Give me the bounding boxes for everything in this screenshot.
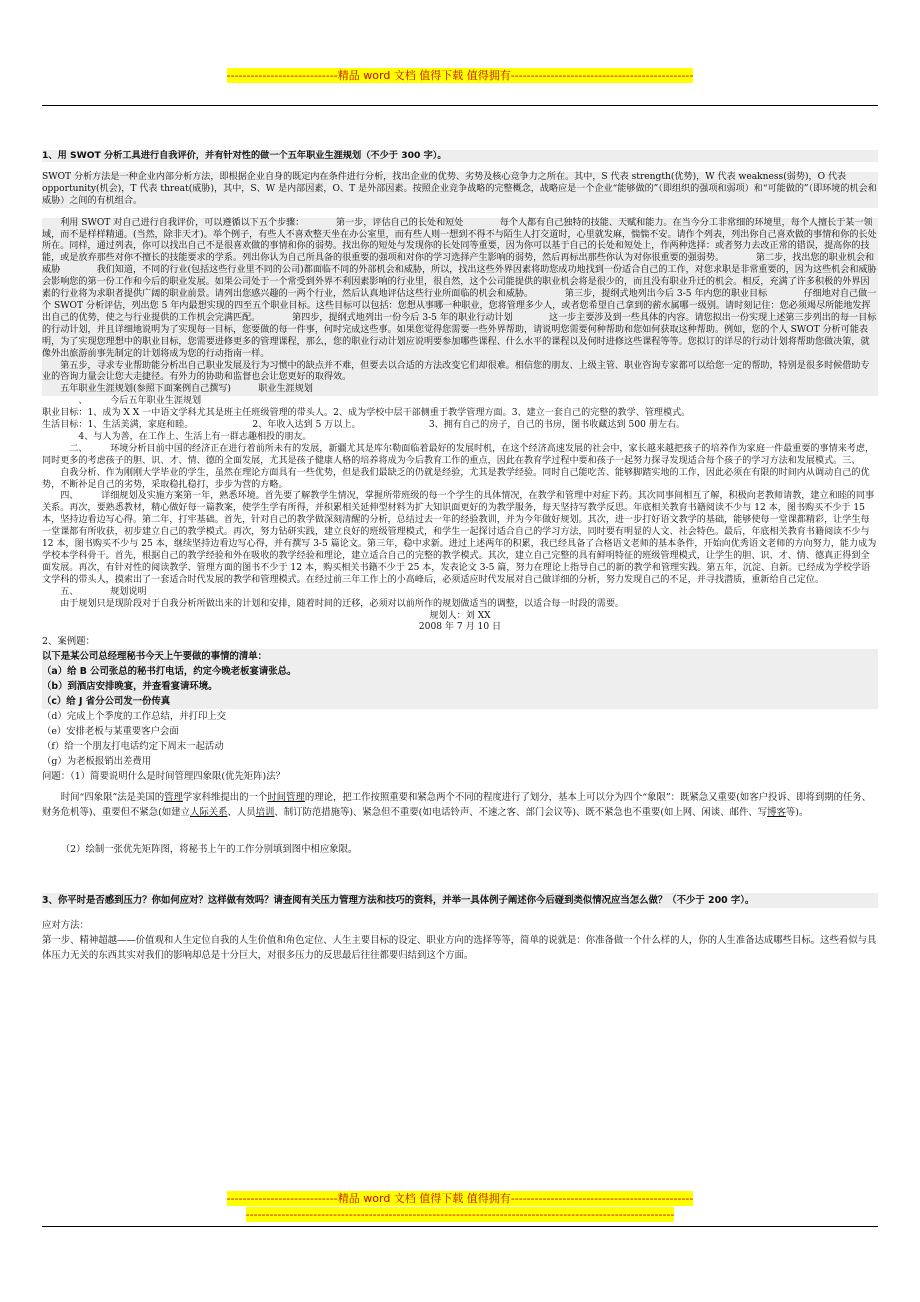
q2-item-b: （b）到酒店安排晚宴，并查看宴请环境。: [42, 679, 878, 694]
document-body: [42, 150, 878, 963]
plan-title: 五年职业生涯规划(参照下面案例自己撰写) 职业生涯规划: [42, 384, 878, 396]
top-banner: ----------------------------精品 word 文档 值得下载 值得拥有----------------------------------------------: [226, 69, 694, 82]
link-training[interactable]: 培训: [255, 807, 275, 819]
swot-intro: SWOT 分析方法是一种企业内部分析方法，即根据企业自身的既定内在条件进行分析，找出企业的优势、劣势及核心竞争力之所在。其中，S 代表 strength(优势)，W 代表 weakness(弱势)，O 代表 opportunity(机会)，T 代表 threat(威胁)，其中，S、W 是内部因素，O、T 是外部因素。按照企业竞争战略的完整概念，战略应是一个企业“能够做的”（即组织的强项和弱项）和“可能做的”（即环境的机会和威胁）之间的有机组合。: [42, 171, 877, 206]
footer-rule: [42, 1226, 878, 1227]
q2-question-2: （2）绘制一张优先矩阵图，将秘书上午的工作分别填到图中相应象限。: [60, 844, 358, 856]
q1-heading: 1、用 SWOT 分析工具进行自我评价，并有针对性的做一个五年职业生涯规划（不少于 300 字）。: [42, 150, 878, 162]
q3-method-label: 应对方法：: [42, 920, 89, 932]
q3-heading: 3、你平时是否感到压力？你如何应对？这样做有效吗？请查阅有关压力管理方法和技巧的资料，并举一具体例子阐述你今后碰到类似情况应当怎么做？（不少于 200 字）。: [42, 893, 878, 908]
goal-four: 4、与人为善，在工作上、生活上有一群志趣相投的朋友。: [42, 431, 312, 442]
q2-heading: 2、案例题：: [42, 636, 95, 648]
q2-item-c: （c）给 J 省分公司发一份传真: [42, 694, 878, 709]
q2-item-f: （f）给一个朋友打电话约定下周末一起活动: [42, 741, 224, 753]
bottom-banner: ----------------------------精品 word 文档 值得下载 值得拥有----------------------------------------------: [226, 1192, 694, 1205]
env-analysis: 二、 环境分析目前中国的经济正在进行着前所未有的发展，新疆尤其是库尔勒面临着最好的发展时机，在这个经济高速发展的社会中，家长越来越把孩子的培养作为家庭一件最重要的事情来考虑，同时更多的考虑孩子的胆、识、才、情、德的全面发展，尤其是孩子健康人格的培养将成为今后教育工作的重点，因此在教育学过程中要和孩子一起努力探寻发现适合每个孩子的学习方法和发展模式。三、: [42, 443, 875, 466]
link-time-management[interactable]: 时间管理: [267, 792, 305, 804]
q2-item-g: （g）为老板报销出差费用: [42, 756, 152, 768]
q2-item-a: （a）给 B 公司张总的秘书打电话，约定今晚老板宴请张总。: [42, 664, 878, 679]
swot-step5: 第五步，寻求专业帮助能分析出自己职业发展及行为习惯中的缺点并不难，但要去以合适的方法改变它们却很难。相信您的朋友、上级主管、职业咨询专家都可以给您一定的帮助，特别是很多时候借助专业的咨询力量会让您大走捷径。有外力的协助和监督也会让您更好的取得效。: [42, 361, 878, 385]
detailed-plan: 四、 详细规划及实施方案第一年，熟悉环境。首先要了解教学生情况，掌握所带班级的每一个学生的具体情况，在教学和管理中对症下药。其次同事间相互了解，积极向老教师请教，建立和睦的同事关系。再次，要熟悉教材，精心做好每一篇教案，使学生学有所得，并积累相关延伸型材料为扩大知识面更好的为教学服务，每天坚持写教学反思。年底相关教育书籍阅读不少与 12 本，图书购买不少于 15 本，坚持边看边写心得。第二年，打牢基础。首先，针对自己的教学做深刻清醒的分析，总结过去一年的经验教训，并为今年做好规划。其次，进一步打好语文教学的基础，能够使每一堂课都精彩，让学生每一堂课都有所收获，初步建立自己的教学模式。再次，努力钻研实践，建立良好的班级管理模式，和学生一起探讨适合自己的学习方法，同时要有明显的人文、社会特色。最后，年底相关教育书籍阅读不少与 12 本，图书购买不少与 25 本，继续坚持边看边写心得，并有撰写 3-5 篇论文。第三年，稳中求新。进过上述两年的积累，我已经具备了合格语文老师的基本条件，开始向优秀语文老师的方向努力，能力成为学校本学科骨干。首先，根据自己的教学经验和外在吸收的教学经验和理论，建立适合自己的完整的教学模式。其次，建立自己完整的具有鲜明特征的班级管理模式，让学生的胆、识、才、情、德真正得到全面发展。再次，有针对性的阅读教学、管理方面的图书不少于 12 本，购买相关书籍不少于 25 本，发表论文 3-5 篇，努力在理论上指导自己的新的教学和管理实践。第五年，沉淀、自新。已经成为学校学语文学科的带头人，摸索出了一套适合时代发展的教学和管理模式。在经过前三年工作上的小高峰后，必须适应时代发展对自己做详细的分析，努力发现自己的不足，并寻找潜质，重新给自己定位。: [42, 491, 877, 585]
q2-question-1: 问题：（1）简要说明什么是时间管理四象限(优先矩阵)法？: [42, 771, 285, 783]
q2-item-e: （e）安排老板与某重要客户会面: [42, 726, 179, 738]
header-rule: [42, 105, 878, 106]
plan-date: 2008 年 7 月 10 日: [418, 622, 502, 633]
q2-intro: 以下是某公司总经理秘书今天上午要做的事情的清单：: [42, 649, 878, 664]
swot-steps: 利用 SWOT 对自己进行自我评价，可以遵循以下五个步骤： 第一步，评估自己的长处和短处 每个人都有自己独特的技能、天赋和能力。在当今分工非常细的环境里，每个人擅长于某一领域，而不是样样精通。(当然，除非天才)。举个例子，有些人不喜欢整天坐在办公室里，而有些人则一想到不得不与陌生人打交道时，心里就发麻，惴惴不安。请作个列表，列出你自己喜欢做的事情和你的长处所在。同样，通过列表，你可以找出自己不是很喜欢做的事情和你的弱势。找出你的短处与发现你的长处同等重要，因为你可以基于自己的长处和短处上，作两种选择：或者努力去改正常的错误，提高你的技能，或是放弃那些对你不擅长的技能要求的学系。列出你认为自己所具备的很重要的强项和对你的学习选择产生影响的弱势，然后再标出那些你认为对你很重要的强弱势。 第二步，找出您的职业机会和威胁 我们知道，不同的行业(包括这些行业里不同的公司)都面临不同的外部机会和威胁，所以，找出这些外界因素将助您成功地找到一份适合自己的工作，对您求职是非常重要的，因为这些机会和威胁会影响您的第一份工作和今后的职业发展。如果公司处于一个常受到外界不利因素影响的行业里，很自然，这个公司能提供的职业机会将是很少的，而且没有职业升迁的机会。相反，充满了许多积极的外界因素的行业将为求职者提供广阔的职业前景。请列出您感兴趣的一两个行业，然后认真地评估这些行业所面临的机会和威胁。 第三步，提纲式地列出今后 3-5 年内您的职业目标 仔细地对自己做一个 SWOT 分析评估，列出您 5 年内最想实现的四至五个职业目标。这些目标可以包括：您想从事哪一种职业，您将管理多少人，或者您希望自己拿到的薪水属哪一级别。请时刻记住：您必须竭尽所能地发挥出自己的优势，使之与行业提供的工作机会完满匹配。 第四步，提纲式地列出一份今后 3-5 年的职业行动计划 这一步主要涉及到一些具体的内容。请您拟出一份实现上述第三步列出的每一目标的行动计划，并且详细地说明为了实现每一目标，您要做的每一件事，何时完成这些事。如果您觉得您需要一些外界帮助，请说明您需要何种帮助和您如何获取这种帮助。例如，您的个人 SWOT 分析可能表明，为了实现您理想中的职业目标，您需要进修更多的管理课程，那么，您的职业行动计划应说明要参加哪些课程、什么水平的课程以及何时进修这些课程等等。您拟订的详尽的行动计划将帮助您做决策，就像外出旅游前事先制定的计划将成为您的行动指南一样。: [42, 217, 877, 359]
link-interpersonal[interactable]: 人际关系: [189, 807, 228, 819]
life-goals: 生活目标：1、生活美满，家庭和睦。 2、年收入达到 5 万以上。 3、拥有自己的房子，自己的书房，图书收藏达到 500 册左右。: [42, 420, 686, 431]
q3-step-1: 第一步、精神超越——价值观和人生定位自我的人生价值和角色定位、人生主要目标的设定、职业方向的选择等等，简单的说就是：你准备做一个什么样的人，你的人生准备达成哪些目标。这些看似与具体压力无关的东西其实对我们的影响却总是十分巨大，对很多压力的反思最后往往都要归结到这个方面。: [42, 935, 877, 962]
plan-subtitle: 、 今后五年职业生涯规划: [42, 396, 202, 407]
career-goals: 职业目标：1、成为 X X 一中语文学科尤其是班主任班级管理的带头人。2、成为学校中层干部侧重于教学管理方面。3、建立一套自己的完整的教学、管理模式。: [42, 408, 691, 419]
q2-item-d: （d）完成上个季度的工作总结，并打印上交: [42, 711, 227, 723]
link-management[interactable]: 管理: [164, 792, 183, 804]
planner: 规划人：刘 XX: [429, 610, 491, 621]
bottom-banner-line: ------------------------------------------------------------------------------------------------------------: [245, 1208, 675, 1221]
plan-note-body: 由于规划只是现阶段对于自我分析所做出来的计划和安排，随着时间的迁移，必须对以前所作的规划做适当的调整，以适合每一时段的需要。: [42, 598, 625, 609]
plan-note-title: 五、 规划说明: [42, 586, 147, 597]
q2-answer-1: 时间“四象限”法是美国的管理学家科维提出的一个时间管理的理论，把工作按照重要和紧急两个不同的程度进行了划分，基本上可以分为四个“象限”：既紧急又重要(如客户投诉、即将到期的任务、财务危机等)、重要但不紧急(如建立人际关系、人员培训、制订防范措施等)、紧急但不重要(如电话铃声、不速之客、部门会议等)、既不紧急也不重要(如上网、闲谈、邮件、写博客等)。: [42, 792, 872, 819]
link-blog[interactable]: 博客: [767, 807, 786, 819]
self-analysis: 自我分析、作为刚刚大学毕业的学生，虽然在理论方面具有一些优势，但是我们最缺乏的仍就是经验，尤其是教学经验。同时自己能吃苦、能够脚踏实地的工作，因此必须在有限的时间内从调动自己的优势，不断补足自己的劣势，采取稳扎稳打，步步为营的方略。: [42, 467, 870, 490]
